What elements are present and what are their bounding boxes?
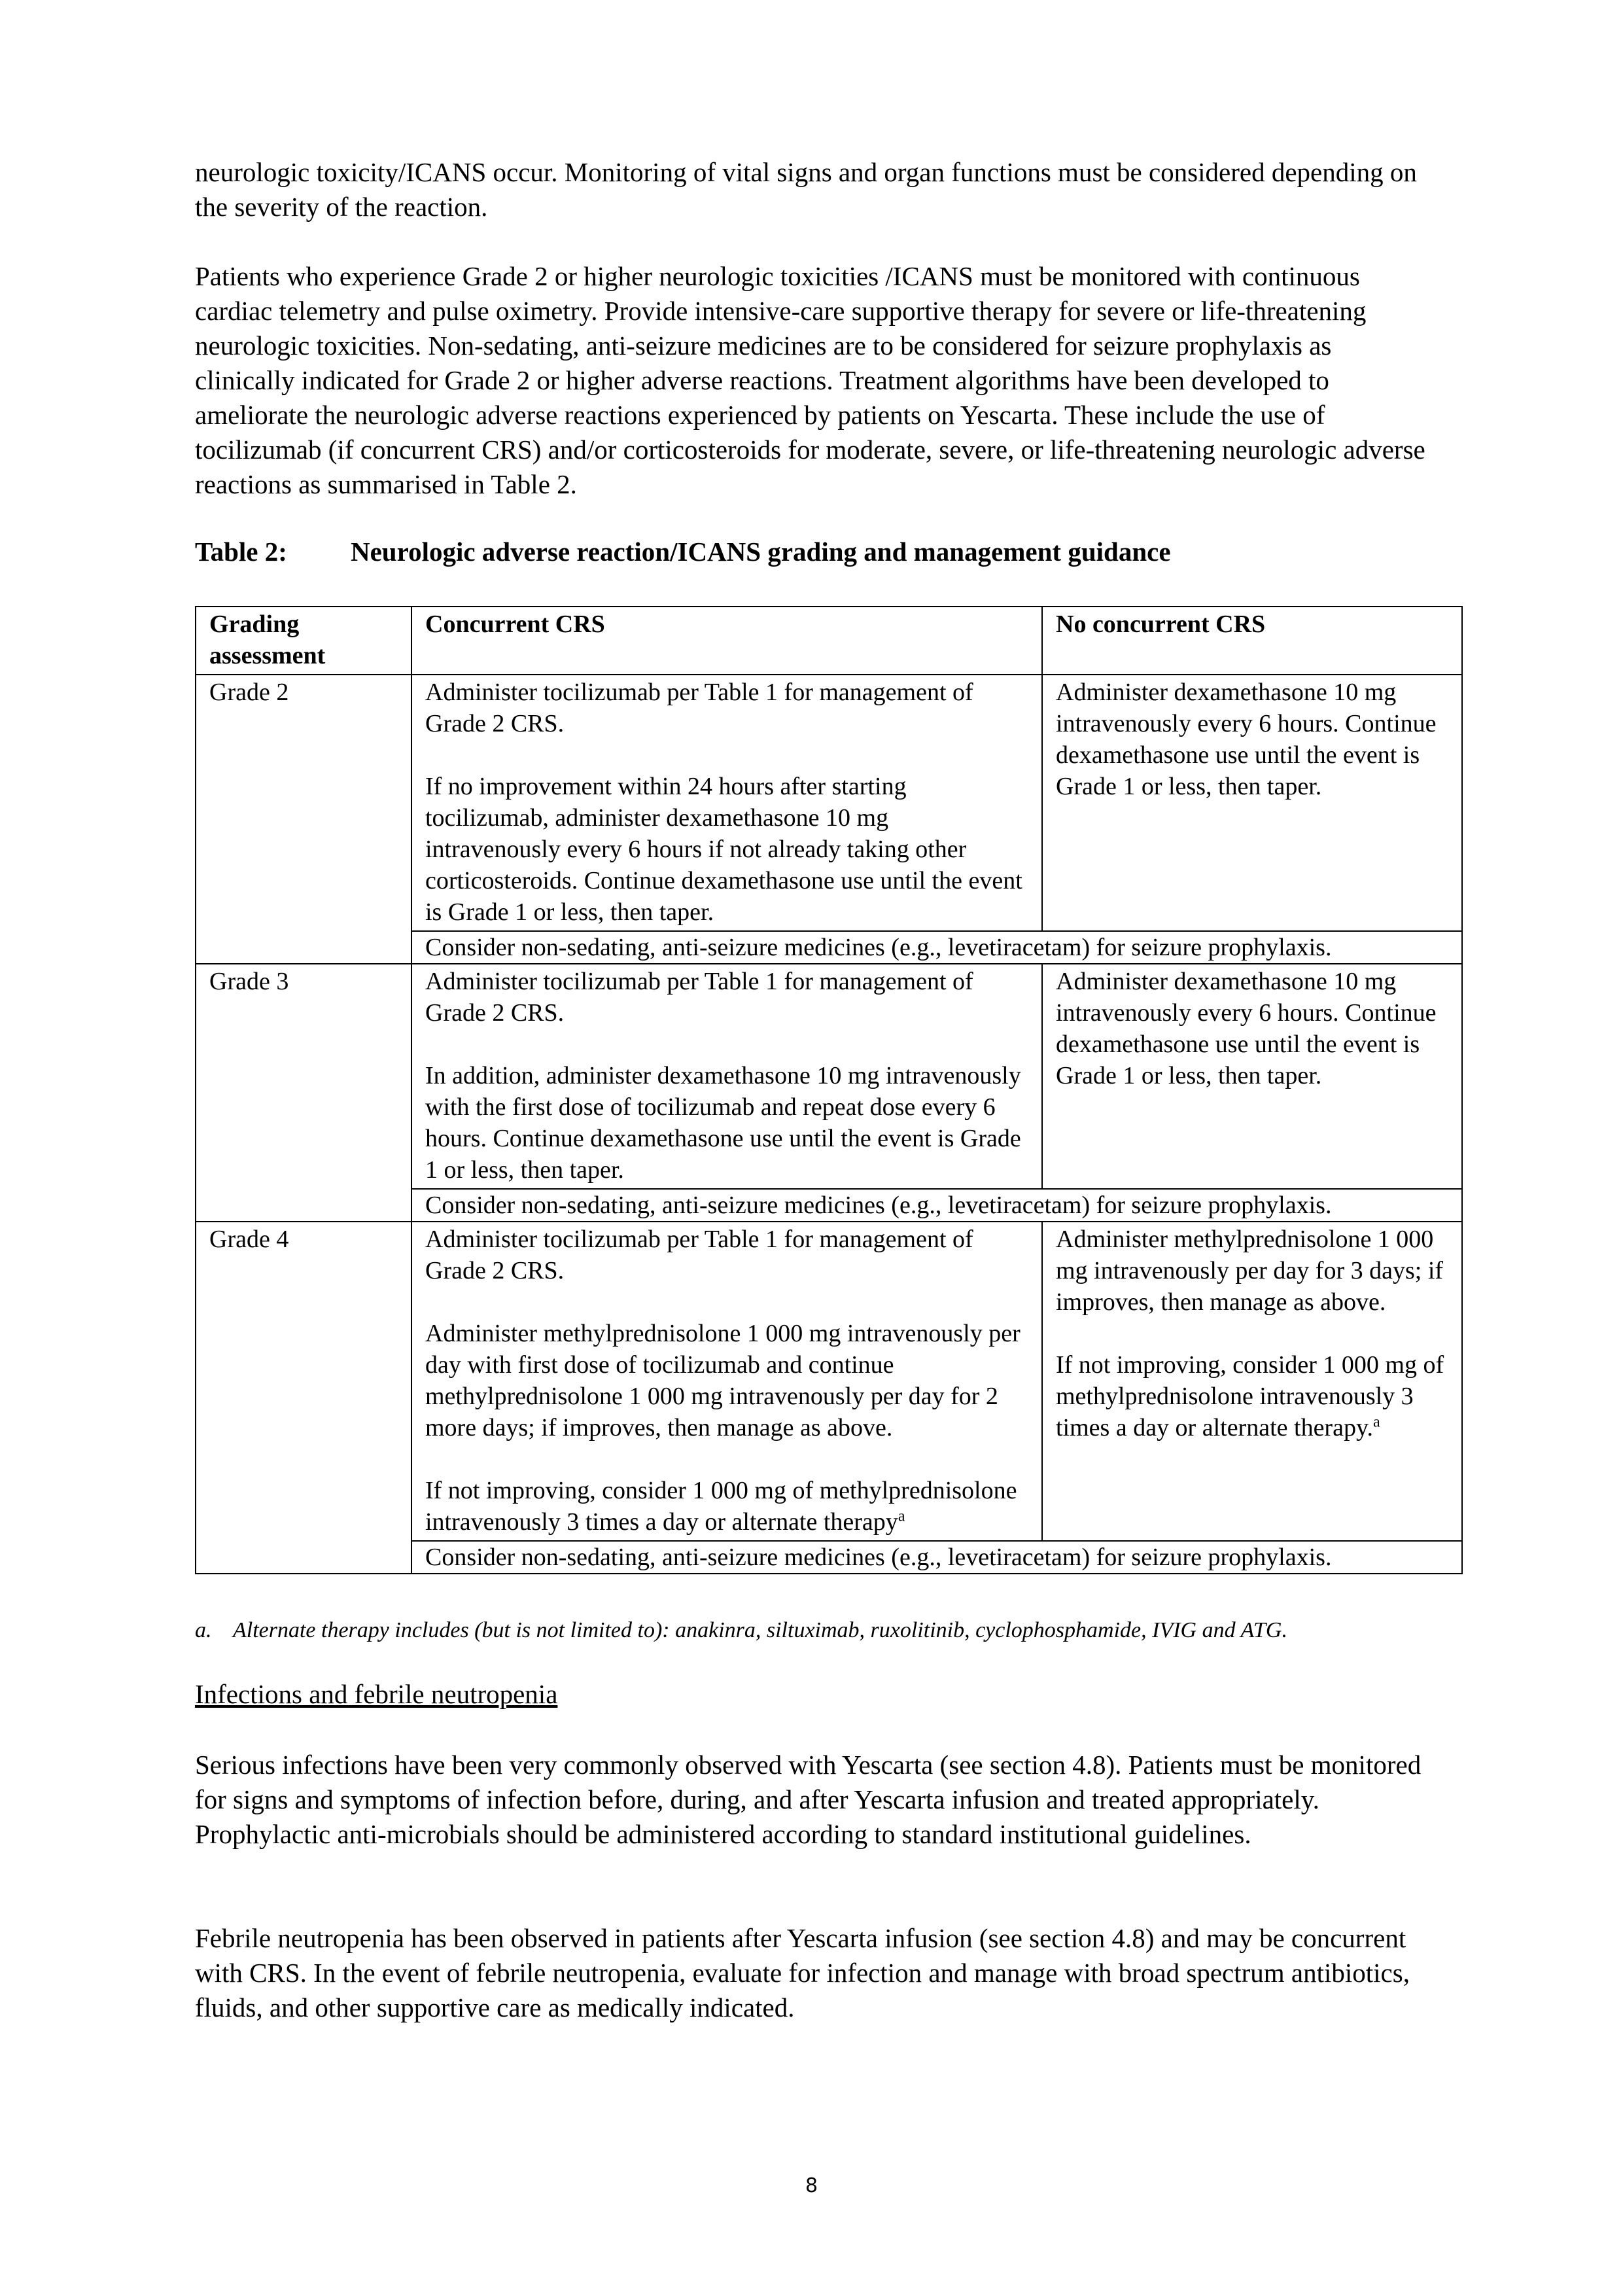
icans-management-table [195,606,1463,1574]
no-concurrent-crs-text: Administer dexamethasone 10 mg intravenously every 6 hours. Continue dexamethasone use until the event is Grade 1 or less, then taper. [1056,968,1437,1089]
no-concurrent-crs-cell [1042,1222,1462,1541]
table-caption [195,535,1171,569]
table-number: Table 2: [195,537,287,567]
concurrent-crs-text-with-footnote [425,1475,1028,1538]
no-concurrent-crs-text: Administer dexamethasone 10 mg intravenously every 6 hours. Continue dexamethasone use until the event is Grade 1 or less, then taper. [1056,679,1437,800]
seizure-prophylaxis-advice: Consider non-sedating, anti-seizure medicines (e.g., levetiracetam) for seizure prophylaxis. [411,1189,1462,1222]
footnote-marker: a [1372,1413,1380,1431]
concurrent-crs-text: If no improvement within 24 hours after starting tocilizumab, administer dexamethasone 10 mg intravenously every 6 hours if not already taking other corticosteroids. Continue dexamethasone use until the event is Grade 1 or less, then taper. [425,773,1022,926]
no-concurrent-crs-cell [1042,964,1462,1189]
concurrent-crs-text: If not improving, consider 1 000 mg of methylprednisolone intravenously 3 times a day or alternate therapy [425,1477,1017,1536]
table-row [196,1222,1462,1541]
concurrent-crs-cell [411,675,1042,931]
concurrent-crs-text: Administer tocilizumab per Table 1 for management of Grade 2 CRS. [425,679,973,737]
table-title: Neurologic adverse reaction/ICANS grading and management guidance [351,537,1171,567]
page-number: 8 [805,2174,818,2197]
concurrent-crs-text: Administer tocilizumab per Table 1 for management of Grade 2 CRS. [425,1226,973,1284]
grade-cell: Grade 4 [196,1222,411,1574]
intro-paragraph-2: Patients who experience Grade 2 or higher neurologic toxicities /ICANS must be monitored with continuous cardiac telemetry and pulse oximetry. Provide intensive-care supportive therapy for severe or life-threatening neurologic toxicities. Non-sedating, anti-seizure medicines are to be considered for seizure prophylaxis as clinically indicated for Grade 2 or higher adverse reactions. Treatment algorithms have been developed to ameliorate the neurologic adverse reactions experienced by patients on Yescarta. These include the use of tocilizumab (if concurrent CRS) and/or corticosteroids for moderate, severe, or life-threatening neurologic adverse reactions as summarised in Table 2. [195,261,1425,499]
no-concurrent-crs-text: Administer methylprednisolone 1 000 mg intravenously per day for 3 days; if improves, then manage as above. [1056,1226,1444,1316]
no-concurrent-crs-text-with-footnote [1056,1349,1448,1443]
concurrent-crs-cell [411,1222,1042,1541]
concurrent-crs-text: Administer methylprednisolone 1 000 mg intravenously per day with first dose of tocilizumab and continue methylprednisolone 1 000 mg intravenously per day for 2 more days; if improves, then manage as above. [425,1320,1021,1441]
header-grading-assessment: Grading assessment [196,607,411,675]
table-row [196,675,1462,931]
header-no-concurrent-crs: No concurrent CRS [1042,607,1462,675]
concurrent-crs-text: Administer tocilizumab per Table 1 for management of Grade 2 CRS. [425,968,973,1027]
table-row [196,964,1462,1189]
footnote-label: a. [195,1618,212,1642]
grade-cell: Grade 3 [196,964,411,1222]
header-concurrent-crs: Concurrent CRS [411,607,1042,675]
infections-paragraph-1: Serious infections have been very commonly observed with Yescarta (see section 4.8). Patients must be monitored for signs and symptoms of infection before, during, and after Yescarta infusion and treated appropriately. Prophylactic anti-microbials should be administered according to standard institutional guidelines. [195,1750,1422,1849]
intro-paragraph-1: neurologic toxicity/ICANS occur. Monitoring of vital signs and organ functions must be considered depending on the severity of the reaction. [195,157,1417,222]
no-concurrent-crs-text: If not improving, consider 1 000 mg of methylprednisolone intravenously 3 times a day or alternate therapy. [1056,1351,1444,1441]
concurrent-crs-text: In addition, administer dexamethasone 10 mg intravenously with the first dose of tocilizumab and repeat dose every 6 hours. Continue dexamethasone use until the event is Grade 1 or less, then taper. [425,1062,1021,1184]
seizure-prophylaxis-advice: Consider non-sedating, anti-seizure medicines (e.g., levetiracetam) for seizure prophylaxis. [411,1541,1462,1574]
footnote-marker: a [898,1508,905,1525]
infections-paragraph-2: Febrile neutropenia has been observed in patients after Yescarta infusion (see section 4.8) and may be concurrent with CRS. In the event of febrile neutropenia, evaluate for infection and manage with broad spectrum antibiotics, fluids, and other supportive care as medically indicated. [195,1923,1410,2022]
seizure-prophylaxis-advice: Consider non-sedating, anti-seizure medicines (e.g., levetiracetam) for seizure prophylaxis. [411,931,1462,964]
section-heading: Infections and febrile neutropenia [195,1679,558,1709]
table-header-row [196,607,1462,675]
no-concurrent-crs-cell [1042,675,1462,931]
grade-cell: Grade 2 [196,675,411,964]
table-footnote [195,1616,1287,1645]
concurrent-crs-cell [411,964,1042,1189]
footnote-text: Alternate therapy includes (but is not limited to): anakinra, siltuximab, ruxolitinib, cyclophosphamide, IVIG and ATG. [233,1618,1287,1642]
